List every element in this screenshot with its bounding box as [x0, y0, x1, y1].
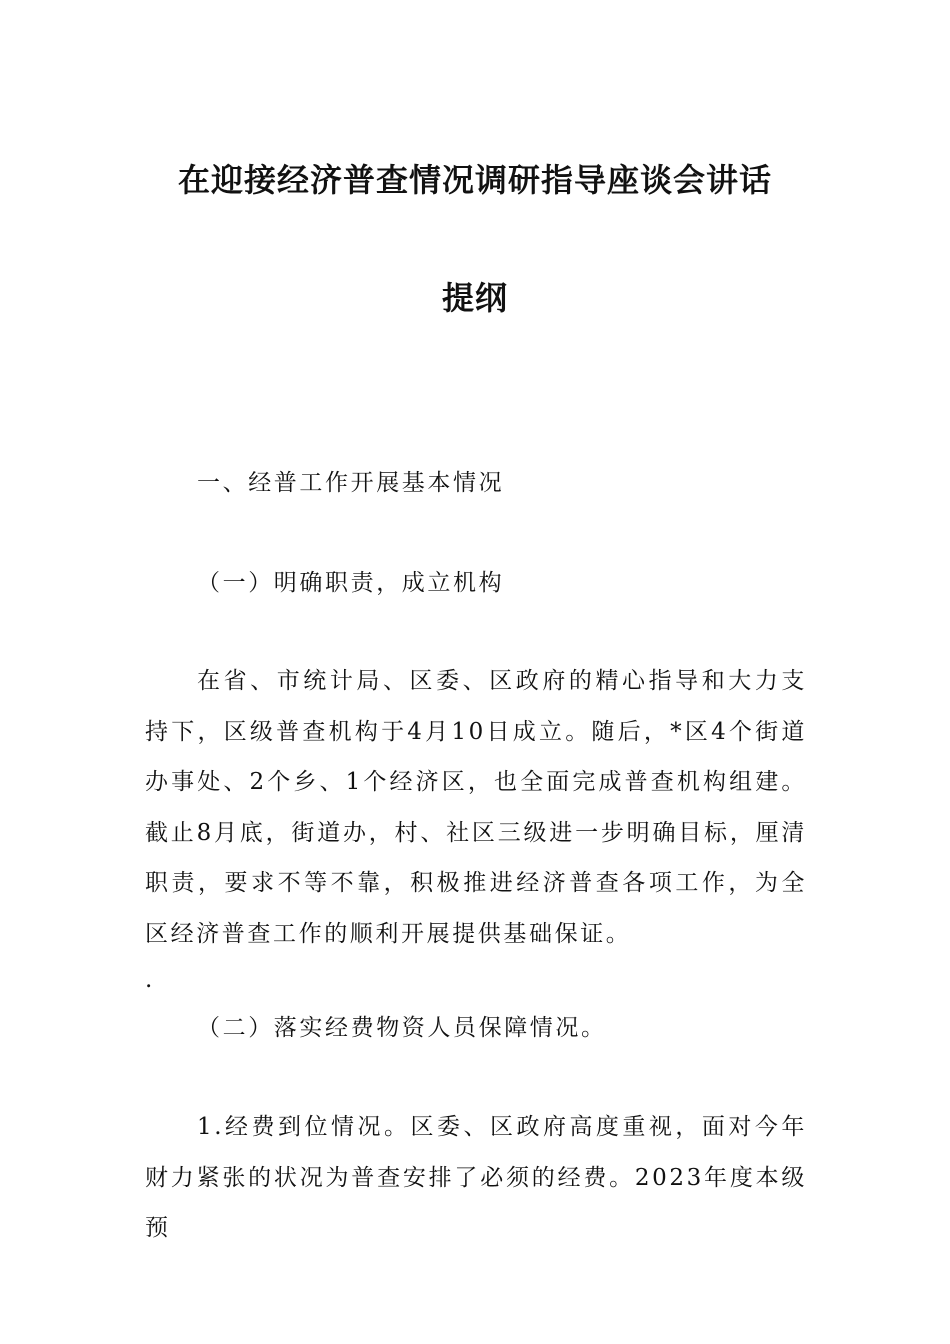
document-title-line2: 提纲: [441, 279, 508, 317]
body-paragraph-2: 1.经费到位情况。区委、区政府高度重视，面对今年财力紧张的状况为普查安排了必须的经费。2023年度本级预: [145, 1114, 807, 1241]
subsection2-heading: （二）落实经费物资人员保障情况。: [197, 1015, 607, 1041]
body-paragraph-1: 在省、市统计局、区委、区政府的精心指导和大力支持下，区级普查机构于4月10日成立。随后，*区4个街道办事处、2个乡、1个经济区，也全面完成普查机构组建。截止8月底，街道办，村、社区三级进一步明确目标，厘清职责，要求不等不靠，积极推进经济普查各项工作，为全区经济普查工作的顺利开展提供基础保证。: [145, 668, 807, 947]
document-title-line1: 在迎接经济普查情况调研指导座谈会讲话: [177, 161, 772, 199]
separator-mark: .: [145, 967, 153, 993]
subsection1-heading: （一）明确职责，成立机构: [197, 570, 505, 596]
section1-heading: 一、经普工作开展基本情况: [197, 470, 505, 496]
